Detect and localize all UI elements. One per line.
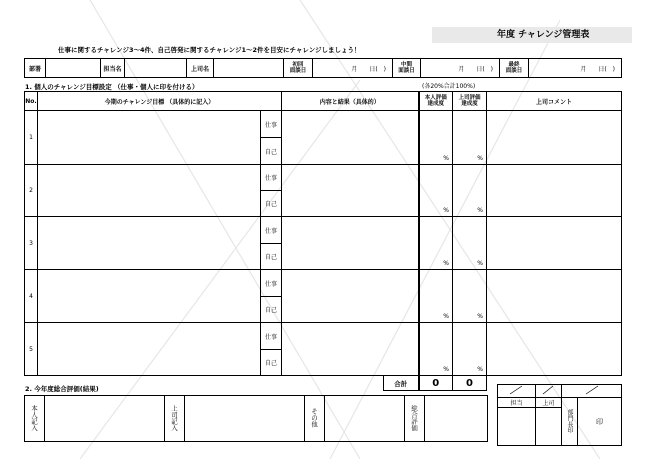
goal-field[interactable] — [38, 165, 261, 217]
stamp-date-boss[interactable] — [536, 385, 562, 398]
interview3-label — [500, 59, 529, 78]
stamp-person[interactable] — [498, 398, 536, 446]
overall-text: 総合評価 — [410, 404, 418, 431]
self-label[interactable]: 自己 — [261, 244, 282, 270]
col-self-eval — [419, 92, 453, 111]
work-label[interactable]: 仕事 — [261, 217, 282, 244]
dept-label: 部署 — [25, 59, 46, 78]
self-eval-field[interactable]: % — [419, 111, 453, 165]
interview2-date[interactable]: 月 日( ) — [421, 59, 500, 78]
evaluation-table — [24, 395, 488, 442]
col-boss-eval — [453, 92, 487, 111]
goal-field[interactable] — [38, 323, 261, 376]
goal-field[interactable] — [38, 111, 261, 165]
interview3-label-a: 最終 — [508, 61, 520, 68]
page-title: 年度 チャレンジ管理表 — [497, 30, 590, 40]
stamp-boss-label: 上司 — [536, 398, 561, 408]
boss-label: 上司名 — [187, 59, 214, 78]
totals-table — [383, 375, 487, 391]
row-number: 3 — [25, 217, 38, 270]
self-entry-text: 本人記入 — [30, 404, 38, 431]
overall-label — [405, 396, 425, 442]
work-label[interactable]: 仕事 — [261, 323, 282, 350]
self-eval-field[interactable]: % — [419, 217, 453, 270]
section1-title: 1. 個人のチャレンジ目標設定 （仕事・個人に印を付ける） — [25, 83, 199, 91]
interview1-label — [284, 59, 313, 78]
stamp-boss[interactable] — [536, 398, 562, 446]
boss-eval-field[interactable]: % — [453, 270, 487, 323]
other-field[interactable] — [325, 396, 405, 442]
interview3-date[interactable]: 月 日( ) — [529, 59, 622, 78]
row-number: 5 — [25, 323, 38, 376]
boss-eval-field[interactable]: % — [453, 217, 487, 270]
comment-field[interactable] — [487, 217, 622, 270]
col-self-eval-a: 本人評価 — [424, 94, 447, 101]
interview2-label-a: 中間 — [400, 61, 412, 68]
row-number: 4 — [25, 270, 38, 323]
comment-field[interactable] — [487, 165, 622, 217]
col-comment: 上司コメント — [487, 92, 622, 111]
col-boss-eval-b: 達成度 — [461, 101, 478, 107]
work-label[interactable]: 仕事 — [261, 165, 282, 191]
section1-note: (各20%合計100%) — [422, 83, 476, 90]
slash-icon — [562, 385, 622, 395]
boss-eval-field[interactable]: % — [453, 165, 487, 217]
interview1-label-a: 初回 — [292, 61, 304, 68]
boss-field[interactable] — [214, 59, 284, 78]
col-result: 内容と結果（具体的） — [282, 92, 419, 111]
row-number: 2 — [25, 165, 38, 217]
goals-table — [24, 91, 622, 376]
info-table — [24, 58, 622, 78]
goal-field[interactable] — [38, 270, 261, 323]
result-field[interactable] — [282, 111, 419, 165]
self-eval-field[interactable]: % — [419, 270, 453, 323]
slash-icon — [536, 385, 562, 395]
self-label[interactable]: 自己 — [261, 297, 282, 323]
boss-entry-text: 上司記入 — [170, 404, 178, 431]
other-text: その他 — [310, 407, 318, 428]
row-number: 1 — [25, 111, 38, 165]
col-self-eval-b: 達成度 — [427, 101, 444, 107]
interview2-label — [393, 59, 421, 78]
work-label[interactable]: 仕事 — [261, 270, 282, 297]
stamp-seal[interactable]: 印 — [578, 398, 622, 446]
comment-field[interactable] — [487, 270, 622, 323]
self-entry-field[interactable] — [45, 396, 165, 442]
result-field[interactable] — [282, 323, 419, 376]
stamp-manager-text: 部門長印 — [566, 408, 573, 433]
result-field[interactable] — [282, 217, 419, 270]
boss-entry-field[interactable] — [185, 396, 305, 442]
col-boss-eval-a: 上司評価 — [458, 94, 481, 101]
other-label — [305, 396, 325, 442]
self-label[interactable]: 自己 — [261, 138, 282, 165]
overall-field[interactable] — [425, 396, 488, 442]
col-no: No. — [25, 92, 38, 111]
comment-field[interactable] — [487, 111, 622, 165]
result-field[interactable] — [282, 270, 419, 323]
self-label[interactable]: 自己 — [261, 191, 282, 217]
slash-icon — [498, 385, 536, 395]
boss-entry-label — [165, 396, 185, 442]
stamp-manager-label — [562, 398, 578, 446]
work-label[interactable]: 仕事 — [261, 111, 282, 138]
total-boss: 0 — [453, 376, 487, 391]
dept-field[interactable] — [46, 59, 101, 78]
stamp-date-person[interactable] — [498, 385, 536, 398]
self-label[interactable]: 自己 — [261, 350, 282, 376]
boss-eval-field[interactable]: % — [453, 323, 487, 376]
goal-field[interactable] — [38, 217, 261, 270]
section2-title: 2. 今年度総合評価(結果) — [25, 385, 99, 393]
col-goal: 今期のチャレンジ目標 （具体的に記入） — [38, 92, 282, 111]
person-field[interactable] — [125, 59, 187, 78]
stamp-date-manager[interactable] — [562, 385, 622, 398]
stamp-table — [497, 384, 622, 446]
boss-eval-field[interactable]: % — [453, 111, 487, 165]
self-entry-label — [25, 396, 45, 442]
interview1-date[interactable]: 月 日( ) — [313, 59, 393, 78]
self-eval-field[interactable]: % — [419, 165, 453, 217]
interview1-label-b: 面談日 — [289, 68, 307, 74]
comment-field[interactable] — [487, 323, 622, 376]
total-self: 0 — [419, 376, 453, 391]
self-eval-field[interactable]: % — [419, 323, 453, 376]
instruction-text: 仕事に関するチャレンジ3～4件、自己啓発に関するチャレンジ1～2件を目安にチャレンジしましょう！ — [58, 46, 361, 54]
person-label: 担当名 — [101, 59, 125, 78]
interview2-label-b: 面談日 — [398, 68, 415, 74]
total-label: 合計 — [384, 376, 419, 391]
stamp-person-label: 担当 — [498, 398, 535, 408]
interview3-label-b: 面談日 — [505, 68, 523, 74]
result-field[interactable] — [282, 165, 419, 217]
